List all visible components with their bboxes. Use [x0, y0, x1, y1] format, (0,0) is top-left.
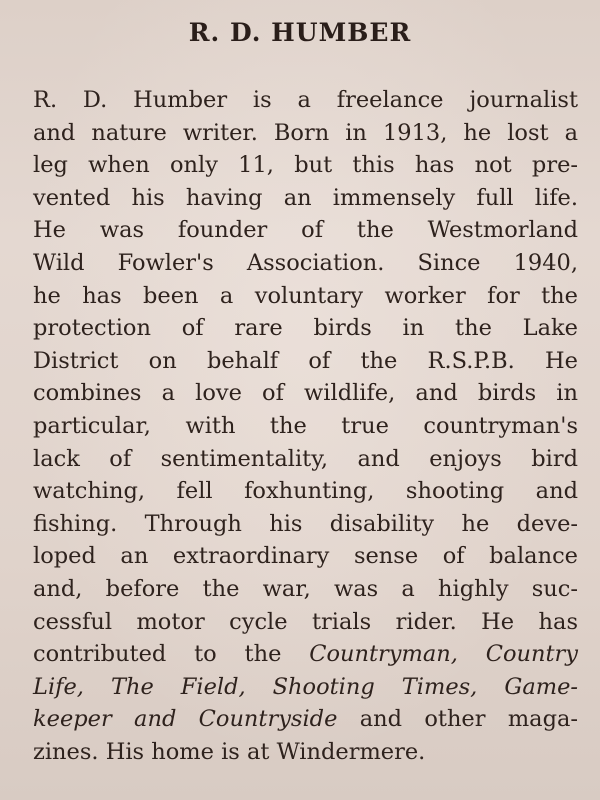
- bio-line: he has been a voluntary worker for the: [33, 282, 578, 309]
- publication-titles: keeper and Countryside: [33, 706, 338, 733]
- bio-line: R. D. Humber is a freelance journalist: [33, 87, 578, 113]
- publication-titles: Countryman, Country: [309, 641, 578, 668]
- publication-titles: Life, The Field, Shooting Times, Game-: [33, 673, 578, 700]
- bio-line: vented his having an immensely full life.: [33, 184, 578, 211]
- bio-line: [33, 638, 578, 671]
- bio-line: watching, fell foxhunting, shooting and: [33, 478, 578, 505]
- bio-line: and, before the war, was a highly suc-: [33, 575, 578, 602]
- bio-line: [33, 703, 578, 736]
- author-biography: [33, 84, 578, 768]
- author-heading: R. D. HUMBER: [188, 18, 412, 47]
- bio-text: and other maga-: [337, 706, 578, 733]
- bio-line: fishing. Through his disability he deve-: [33, 510, 578, 537]
- bio-line: [33, 671, 578, 704]
- bio-line: lack of sentimentality, and enjoys bird: [33, 445, 578, 472]
- bio-line: loped an extraordinary sense of balance: [33, 543, 578, 570]
- bio-text: contributed to the: [33, 641, 310, 668]
- bio-line: protection of rare birds in the Lake: [33, 315, 578, 342]
- bio-line: and nature writer. Born in 1913, he lost a: [33, 119, 578, 146]
- bio-line: combines a love of wildlife, and birds in: [33, 380, 578, 407]
- bio-line: cessful motor cycle trials rider. He has: [33, 608, 578, 635]
- bio-line: particular, with the true countryman's: [33, 412, 578, 439]
- bio-line: zines. His home is at Windermere.: [33, 738, 426, 765]
- bio-line: He was founder of the Westmorland: [33, 217, 578, 244]
- bio-line: Wild Fowler's Association. Since 1940,: [33, 249, 578, 276]
- bio-line: leg when only 11, but this has not pre-: [33, 152, 578, 179]
- bio-line: District on behalf of the R.S.P.B. He: [33, 347, 578, 374]
